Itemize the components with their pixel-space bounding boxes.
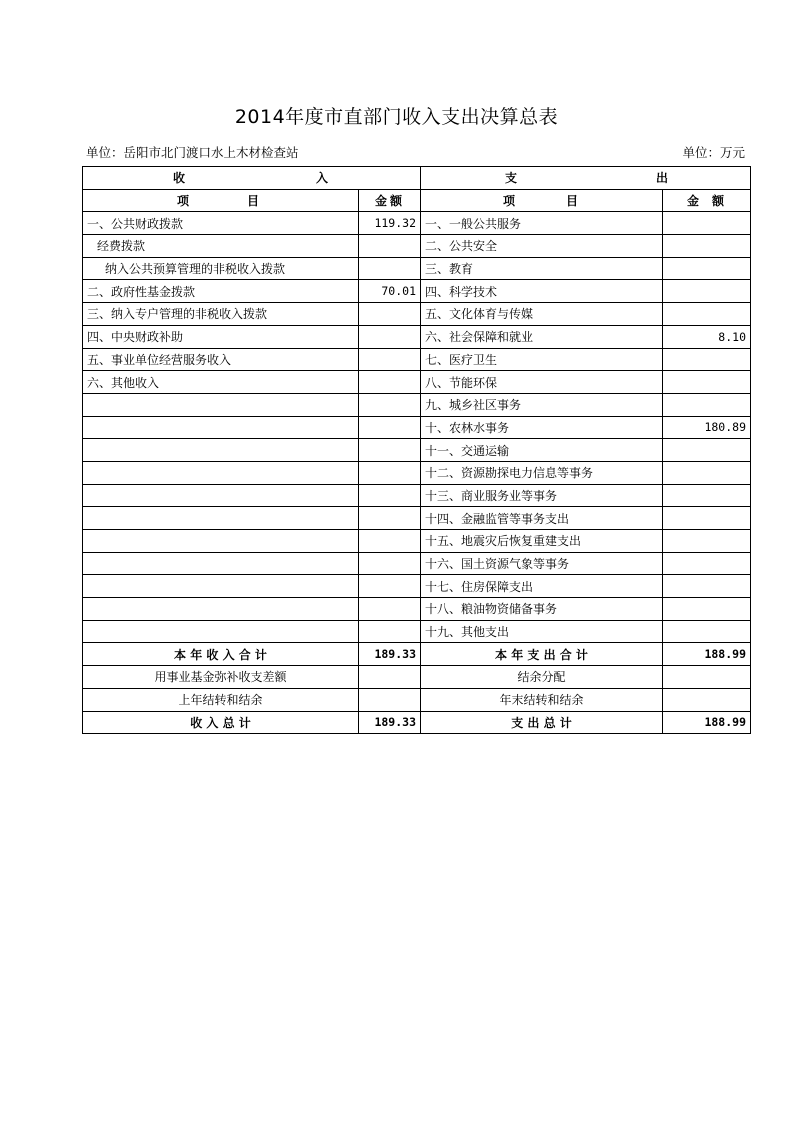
expense-item-cell: 七、医疗卫生 xyxy=(421,348,663,371)
income-item-cell: 六、其他收入 xyxy=(83,371,359,394)
expense-amount-cell xyxy=(663,280,751,303)
income-amount-cell xyxy=(359,688,421,711)
income-item-cell xyxy=(83,598,359,621)
income-item-cell: 二、政府性基金拨款 xyxy=(83,280,359,303)
year-total-row xyxy=(83,643,751,666)
income-amount-cell xyxy=(359,303,421,326)
income-amount-cell xyxy=(359,439,421,462)
expense-item-cell: 十四、金融监管等事务支出 xyxy=(421,507,663,530)
expense-amount-cell: 8.10 xyxy=(663,325,751,348)
expense-amount-cell: 188.99 xyxy=(663,711,751,734)
expense-item-cell: 十三、商业服务业等事务 xyxy=(421,484,663,507)
income-item-cell: 三、纳入专户管理的非税收入拨款 xyxy=(83,303,359,326)
expense-amount-cell xyxy=(663,575,751,598)
expense-amount-header: 金 额 xyxy=(663,189,751,212)
expense-item-cell: 九、城乡社区事务 xyxy=(421,393,663,416)
income-item-cell: 上年结转和结余 xyxy=(83,688,359,711)
income-amount-cell xyxy=(359,575,421,598)
income-item-cell: 纳入公共预算管理的非税收入拨款 xyxy=(83,257,359,280)
income-item-cell: 一、公共财政拨款 xyxy=(83,212,359,235)
income-item-cell: 本 年 收 入 合 计 xyxy=(83,643,359,666)
table-row xyxy=(83,530,751,553)
expense-item-cell: 十一、交通运输 xyxy=(421,439,663,462)
income-amount-cell xyxy=(359,393,421,416)
expense-amount-cell xyxy=(663,688,751,711)
expense-item-cell: 支 出 总 计 xyxy=(421,711,663,734)
income-item-cell xyxy=(83,393,359,416)
expense-item-cell: 十九、其他支出 xyxy=(421,620,663,643)
expense-section-header: 支 出 xyxy=(421,167,751,190)
income-item-cell: 四、中央财政补助 xyxy=(83,325,359,348)
expense-amount-cell xyxy=(663,371,751,394)
table-row xyxy=(83,257,751,280)
income-amount-cell xyxy=(359,620,421,643)
expense-amount-cell xyxy=(663,552,751,575)
expense-item-cell: 结余分配 xyxy=(421,666,663,689)
expense-item-cell: 十六、国土资源气象等事务 xyxy=(421,552,663,575)
expense-amount-cell xyxy=(663,484,751,507)
expense-amount-cell xyxy=(663,507,751,530)
table-row xyxy=(83,484,751,507)
column-header-row xyxy=(83,189,751,212)
page-title: 2014年度市直部门收入支出决算总表 xyxy=(234,106,559,128)
income-item-cell xyxy=(83,552,359,575)
expense-item-cell: 五、文化体育与传媒 xyxy=(421,303,663,326)
expense-item-header: 项 目 xyxy=(421,189,663,212)
expense-item-cell: 十七、住房保障支出 xyxy=(421,575,663,598)
expense-amount-cell xyxy=(663,666,751,689)
table-row xyxy=(83,688,751,711)
income-item-cell xyxy=(83,530,359,553)
table-row xyxy=(83,666,751,689)
income-amount-cell xyxy=(359,416,421,439)
expense-amount-cell xyxy=(663,257,751,280)
income-item-header: 项 目 xyxy=(83,189,359,212)
expense-item-cell: 十、农林水事务 xyxy=(421,416,663,439)
income-amount-cell xyxy=(359,666,421,689)
income-item-cell xyxy=(83,507,359,530)
expense-amount-cell xyxy=(663,461,751,484)
income-amount-cell: 119.32 xyxy=(359,212,421,235)
budget-summary-table xyxy=(82,166,751,734)
income-amount-cell xyxy=(359,325,421,348)
expense-amount-cell xyxy=(663,439,751,462)
income-amount-cell xyxy=(359,235,421,258)
table-row xyxy=(83,575,751,598)
table-row xyxy=(83,507,751,530)
expense-item-cell: 二、公共安全 xyxy=(421,235,663,258)
income-amount-cell: 189.33 xyxy=(359,643,421,666)
expense-item-cell: 三、教育 xyxy=(421,257,663,280)
expense-item-cell: 四、科学技术 xyxy=(421,280,663,303)
table-row xyxy=(83,552,751,575)
income-amount-cell xyxy=(359,598,421,621)
expense-amount-cell xyxy=(663,235,751,258)
income-item-cell: 收 入 总 计 xyxy=(83,711,359,734)
table-row xyxy=(83,393,751,416)
income-amount-cell xyxy=(359,257,421,280)
table-row xyxy=(83,348,751,371)
income-amount-cell: 189.33 xyxy=(359,711,421,734)
income-amount-cell xyxy=(359,371,421,394)
table-row xyxy=(83,325,751,348)
expense-amount-cell: 180.89 xyxy=(663,416,751,439)
unit-currency: 单位：万元 xyxy=(682,145,745,160)
table-row xyxy=(83,212,751,235)
income-item-cell xyxy=(83,461,359,484)
income-amount-cell xyxy=(359,507,421,530)
expense-amount-cell: 188.99 xyxy=(663,643,751,666)
expense-item-cell: 本 年 支 出 合 计 xyxy=(421,643,663,666)
grand-total-row xyxy=(83,711,751,734)
income-item-cell xyxy=(83,575,359,598)
income-amount-cell xyxy=(359,552,421,575)
table-row xyxy=(83,416,751,439)
expense-item-cell: 六、社会保障和就业 xyxy=(421,325,663,348)
income-amount-header: 金 额 xyxy=(359,189,421,212)
income-item-cell xyxy=(83,439,359,462)
income-item-cell xyxy=(83,416,359,439)
section-header-row xyxy=(83,167,751,190)
expense-amount-cell xyxy=(663,212,751,235)
table-row xyxy=(83,280,751,303)
income-amount-cell xyxy=(359,461,421,484)
income-item-cell: 经费拨款 xyxy=(83,235,359,258)
income-item-cell xyxy=(83,620,359,643)
income-amount-cell xyxy=(359,348,421,371)
expense-item-cell: 八、节能环保 xyxy=(421,371,663,394)
table-row xyxy=(83,303,751,326)
table-row xyxy=(83,439,751,462)
table-row xyxy=(83,235,751,258)
expense-item-cell: 一、一般公共服务 xyxy=(421,212,663,235)
income-amount-cell xyxy=(359,484,421,507)
income-amount-cell: 70.01 xyxy=(359,280,421,303)
income-item-cell: 用事业基金弥补收支差额 xyxy=(83,666,359,689)
expense-amount-cell xyxy=(663,303,751,326)
table-row xyxy=(83,620,751,643)
expense-amount-cell xyxy=(663,598,751,621)
expense-item-cell: 年末结转和结余 xyxy=(421,688,663,711)
unit-name: 单位：岳阳市北门渡口水上木材检查站 xyxy=(86,145,299,160)
expense-item-cell: 十八、粮油物资储备事务 xyxy=(421,598,663,621)
expense-amount-cell xyxy=(663,620,751,643)
expense-amount-cell xyxy=(663,393,751,416)
income-item-cell: 五、事业单位经营服务收入 xyxy=(83,348,359,371)
expense-amount-cell xyxy=(663,530,751,553)
table-row xyxy=(83,371,751,394)
table-row xyxy=(83,461,751,484)
income-item-cell xyxy=(83,484,359,507)
expense-item-cell: 十二、资源勘探电力信息等事务 xyxy=(421,461,663,484)
table-row xyxy=(83,598,751,621)
income-section-header: 收 入 xyxy=(83,167,421,190)
expense-item-cell: 十五、地震灾后恢复重建支出 xyxy=(421,530,663,553)
expense-amount-cell xyxy=(663,348,751,371)
income-amount-cell xyxy=(359,530,421,553)
